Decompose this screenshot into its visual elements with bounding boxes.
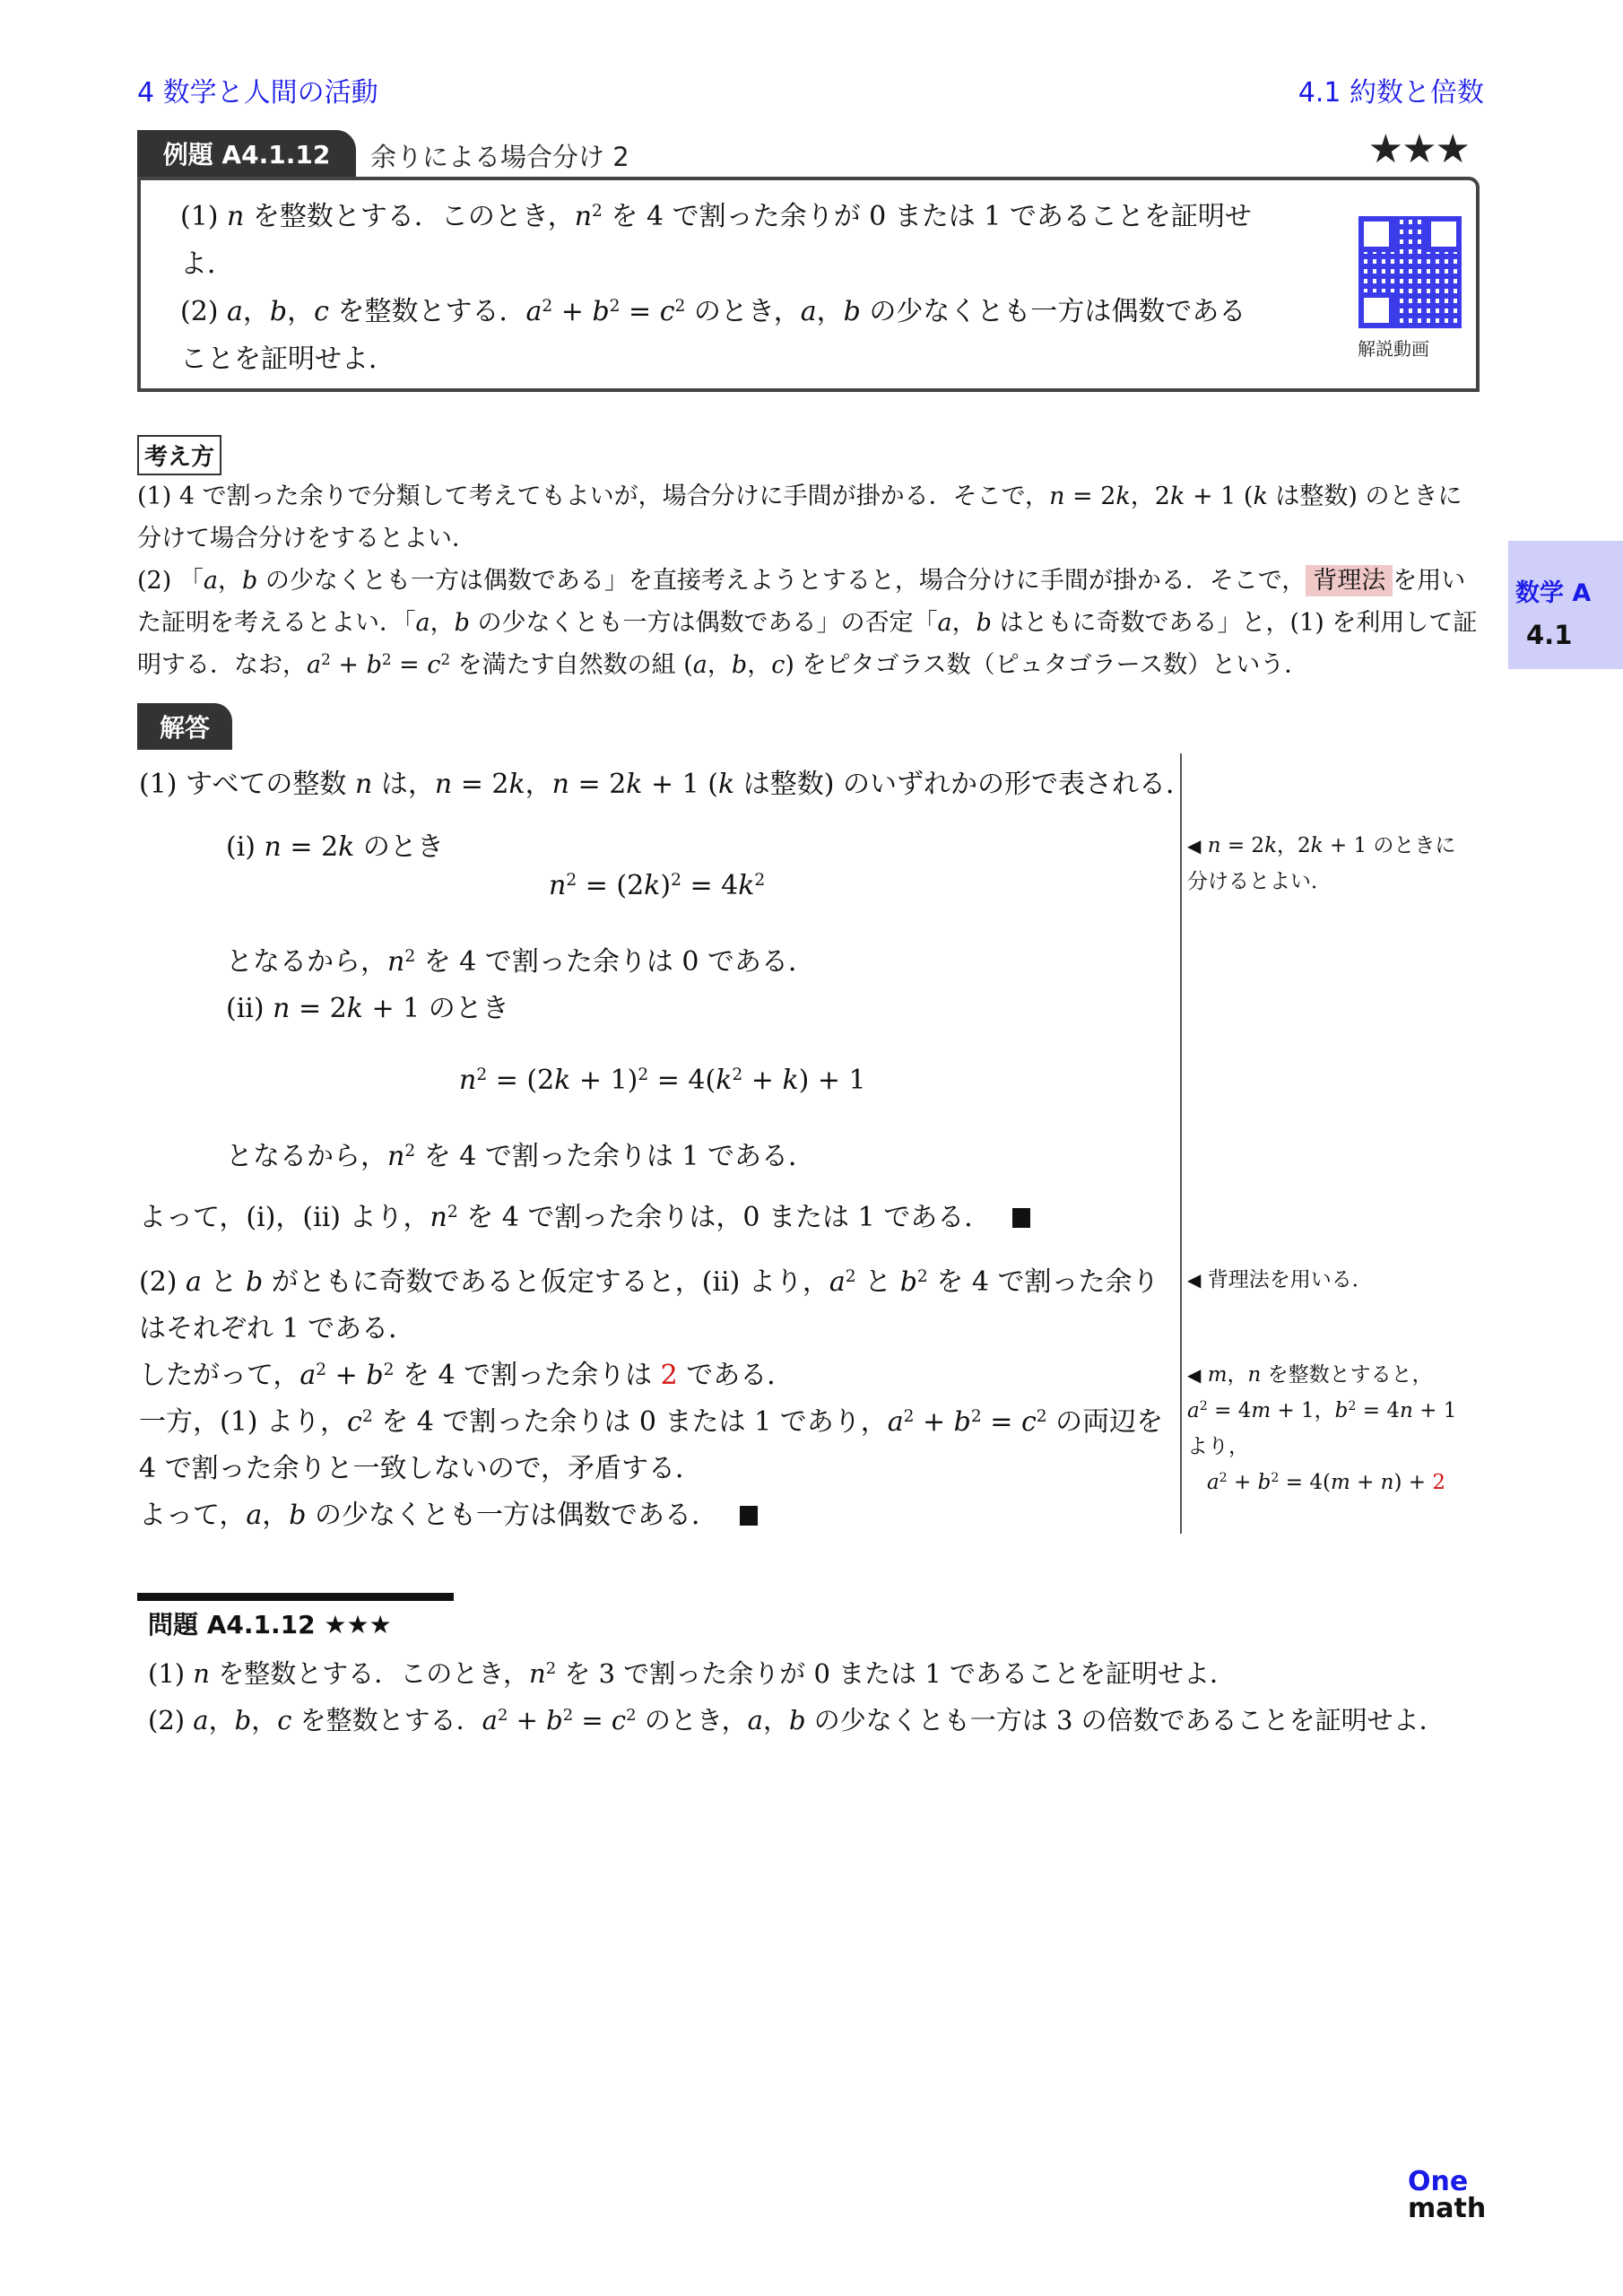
margin-note: ◀ n = 2k，2k + 1 のときに 分けるとよい． (1187, 834, 1456, 893)
section-header: 4.1 約数と倍数 (1298, 77, 1484, 109)
solution-line: 一方，(1) より，$c^2$ を 4 で割った余りは 0 または 1 であり，$a^2 + b^2 = c^2$ の両辺を (139, 1406, 1164, 1438)
solution-line: (1) すべての整数 n は，n = 2k，n = 2k + 1 (k は整数) のいずれかの形で表される． (139, 769, 1193, 800)
problem-title: 問題 A4.1.12 ★★★ (148, 1610, 392, 1639)
solution-line: (ii) n = 2k + 1 のとき (226, 993, 509, 1024)
qed-square-icon (740, 1506, 758, 1526)
margin-note: ◀ m，n を整数とすると， $a^2 = 4m + 1$，$b^2 = 4n + 1$ より， $a^2 + b^2 = 4(m + n) + 2$ (1187, 1363, 1457, 1494)
solution-equation: $n^2 = (2k + 1)^2 = 4(k^2 + k) + 1$ (459, 1065, 866, 1096)
onemath-logo (1408, 2166, 1487, 2224)
triangle-left-icon: ◀ (1187, 835, 1202, 857)
solution-equation: $n^2 = (2k)^2 = 4k^2$ (549, 870, 766, 901)
solution-line: となるから，$n^2$ を 4 で割った余りは 1 である． (226, 1141, 816, 1172)
example-number-tab: 例題 A4.1.12 (137, 130, 356, 177)
example-problem-text: (1) n を整数とする．このとき，$n^2$ を 4 で割った余りが 0 または 1 であることを証明せよ． (2) a，b，c を整数とする．$a^2 + b^2 = c^2$ のとき，a，b の少なくとも一方は偶数であることを証明せよ． (180, 201, 1252, 375)
side-index-tab[interactable] (1508, 541, 1623, 669)
side-tab-section: 4.1 (1526, 620, 1573, 650)
qed-square-icon (1012, 1208, 1030, 1228)
margin-note: ◀ 背理法を用いる． (1187, 1268, 1373, 1292)
solution-label: 解答 (137, 703, 232, 750)
side-tab-subject: 数学 A (1515, 579, 1592, 607)
solution-line: したがって，$a^2 + b^2$ を 4 で割った余りは 2 である． (139, 1360, 794, 1391)
logo-one: One (1408, 2166, 1469, 2197)
example-title: 余りによる場合分け 2 (370, 142, 629, 172)
chapter-header: 4 数学と人間の活動 (137, 77, 378, 109)
highlight-proof-by-contradiction: 背理法 (1306, 565, 1393, 596)
solution-line: となるから，$n^2$ を 4 で割った余りは 0 である． (226, 946, 816, 978)
solution-line: よって，(i)，(ii) より，$n^2$ を 4 で割った余りは，0 または 1 である． (139, 1200, 1030, 1236)
margin-divider (1180, 753, 1182, 1534)
solution-line: (2) a と b がともに奇数であると仮定すると，(ii) より，$a^2$ と $b^2$ を 4 で割った余り (139, 1266, 1159, 1298)
solution-line: よって，a，b の少なくとも一方は偶数である． (139, 1498, 758, 1534)
problem-text: (1) n を整数とする．このとき，$n^2$ を 3 で割った余りが 0 または 1 であることを証明せよ． (2) a，b，c を整数とする．$a^2 + b^2 = c^2$ のとき，a，b の少なくとも一方は 3 の倍数であることを証明せよ． (148, 1658, 1445, 1735)
solution-line: はそれぞれ 1 である． (139, 1313, 416, 1344)
problem-divider (137, 1593, 454, 1601)
example-problem-box (137, 177, 1480, 392)
approach-text: (1) 4 で割った余りで分類して考えてもよいが，場合分けに手間が掛かる．そこで，n = 2k，2k + 1 (k は整数) のときに 分けて場合分けをするとよい． (2) 「a，b の少なくとも一方は偶数である」を直接考えようとすると，場合分けに手間が掛かる．そこで， 背理法 を用い た証明を考えるとよい．「a，b の少なくとも一方は偶数である」の否定「a，b はともに奇数である」と，(1) を利用して証 明する．なお，$a^2 + b^2 = c^2$ を満たす自然数の組 (a，b，c) をピタゴラス数（ピュタゴラース数）という． (137, 483, 1478, 679)
triangle-left-icon: ◀ (1187, 1269, 1202, 1291)
example-header (137, 126, 1485, 177)
solution-line: (i) n = 2k のとき (226, 831, 444, 863)
solution-line: 4 で割った余りと一致しないので，矛盾する． (139, 1453, 703, 1484)
qr-code-icon[interactable] (1358, 216, 1462, 328)
approach-label: 考え方 (137, 435, 221, 475)
difficulty-stars: ★★★ (1367, 126, 1469, 172)
logo-math: math (1408, 2193, 1487, 2224)
triangle-left-icon: ◀ (1187, 1364, 1202, 1386)
qr-label: 解説動画 (1358, 338, 1429, 360)
